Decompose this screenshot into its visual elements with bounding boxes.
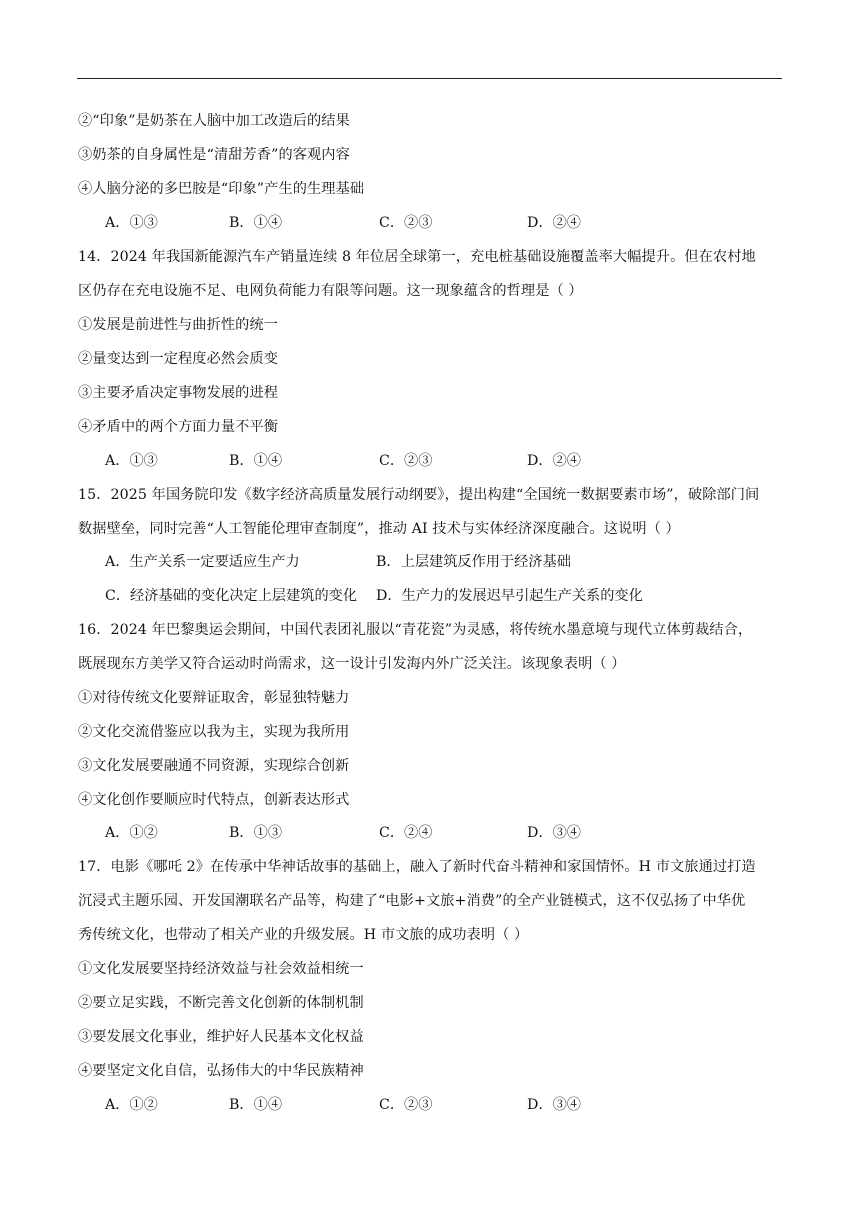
q17-statement-4: ④要坚定文化自信，弘扬伟大的中华民族精神 — [78, 1063, 364, 1079]
q13-option-d[interactable] — [527, 213, 581, 233]
q13-statement-3: ③奶茶的自身属性是“清甜芳香”的客观内容 — [78, 147, 350, 163]
q15-option-c[interactable] — [105, 586, 357, 606]
q15-option-a[interactable] — [105, 552, 300, 572]
q14-stem-line-2: 区仍存在充电设施不足、电网负荷能力有限等问题。这一现象蕴含的哲理是（ ） — [78, 283, 583, 299]
q15-options-row-1 — [105, 552, 785, 572]
option-text: ②④ — [404, 825, 433, 841]
q15-option-b[interactable] — [376, 552, 571, 572]
option-label: C． — [379, 453, 405, 469]
q17-statement-3: ③要发展文化事业，维护好人民基本文化权益 — [78, 1029, 364, 1045]
q16-statement-4: ④文化创作要顺应时代特点，创新表达形式 — [78, 792, 350, 808]
option-label: D． — [527, 1097, 553, 1113]
q17-statement-1: ①文化发展要坚持经济效益与社会效益相统一 — [78, 961, 364, 977]
q14-statement-3: ③主要矛盾决定事物发展的进程 — [78, 385, 279, 401]
option-label: D． — [376, 588, 402, 604]
q13-statement-4: ④人脑分泌的多巴胺是“印象”产生的生理基础 — [78, 181, 365, 197]
q13-option-a[interactable] — [105, 213, 158, 233]
q16-option-b[interactable] — [229, 823, 282, 843]
q17-option-d[interactable] — [527, 1095, 581, 1115]
q14-stem-line-1: 14．2024 年我国新能源汽车产销量连续 8 年位居全球第一，充电桩基础设施覆盖率大幅提升。但在农村地 — [78, 249, 756, 265]
option-text: ①② — [129, 825, 158, 841]
q14-option-c[interactable] — [379, 451, 432, 471]
option-text: ①③ — [129, 453, 158, 469]
option-label: C． — [379, 825, 405, 841]
header-rule — [77, 78, 782, 79]
q13-statement-2: ②“印象”是奶茶在人脑中加工改造后的结果 — [78, 113, 350, 129]
q13-option-b[interactable] — [229, 213, 282, 233]
q14-statement-2: ②量变达到一定程度必然会质变 — [78, 351, 279, 367]
option-text: ①④ — [253, 1097, 283, 1113]
option-text: 上层建筑反作用于经济基础 — [400, 554, 571, 570]
option-text: 生产关系一定要适应生产力 — [129, 554, 300, 570]
option-text: ③④ — [552, 1097, 581, 1113]
option-text: ②④ — [552, 453, 581, 469]
q17-stem-line-2: 沉浸式主题乐园、开发国潮联名产品等，构建了“电影+文旅+消费”的全产业链模式，这不仅弘扬了中华优 — [78, 893, 746, 909]
q16-option-c[interactable] — [379, 823, 432, 843]
option-text: ③④ — [552, 825, 581, 841]
option-label: D． — [527, 215, 553, 231]
q16-stem-line-1: 16．2024 年巴黎奥运会期间，中国代表团礼服以“青花瓷”为灵感，将传统水墨意境与现代立体剪裁结合， — [78, 622, 753, 638]
q15-stem-line-1: 15．2025 年国务院印发《数字经济高质量发展行动纲要》，提出构建“全国统一数据要素市场”，破除部门间 — [78, 487, 760, 503]
q16-options — [105, 823, 785, 843]
q14-statement-4: ④矛盾中的两个方面力量不平衡 — [78, 419, 279, 435]
q16-statement-2: ②文化交流借鉴应以我为主，实现为我所用 — [78, 724, 350, 740]
option-label: A． — [105, 554, 130, 570]
option-label: C． — [379, 1097, 405, 1113]
q16-option-d[interactable] — [527, 823, 581, 843]
q17-option-a[interactable] — [105, 1095, 158, 1115]
option-text: ①④ — [253, 215, 283, 231]
option-text: ①③ — [129, 215, 158, 231]
option-label: D． — [527, 825, 553, 841]
q14-option-b[interactable] — [229, 451, 282, 471]
q15-stem-line-2: 数据壁垒，同时完善“人工智能伦理审查制度”，推动 AI 技术与实体经济深度融合。这说明（ ） — [78, 521, 680, 537]
option-text: ②④ — [552, 215, 581, 231]
q16-stem-line-2: 既展现东方美学又符合运动时尚需求，这一设计引发海内外广泛关注。该现象表明（ ） — [78, 656, 626, 672]
option-text: 生产力的发展迟早引起生产关系的变化 — [401, 588, 643, 604]
q17-option-b[interactable] — [229, 1095, 282, 1115]
option-label: C． — [105, 588, 131, 604]
option-text: ①② — [129, 1097, 158, 1113]
q13-option-c[interactable] — [379, 213, 432, 233]
option-label: A． — [105, 453, 130, 469]
option-text: ①④ — [253, 453, 283, 469]
option-label: B． — [229, 215, 254, 231]
q15-option-d[interactable] — [376, 586, 643, 606]
q16-statement-1: ①对待传统文化要辩证取舍，彰显独特魅力 — [78, 690, 350, 706]
option-label: D． — [527, 453, 553, 469]
q16-option-a[interactable] — [105, 823, 158, 843]
option-text: ②③ — [404, 1097, 433, 1113]
q14-option-a[interactable] — [105, 451, 158, 471]
q16-statement-3: ③文化发展要融通不同资源，实现综合创新 — [78, 758, 350, 774]
q17-options — [105, 1095, 785, 1115]
option-label: B． — [229, 453, 254, 469]
option-text: ①③ — [253, 825, 283, 841]
option-label: A． — [105, 1097, 130, 1113]
option-text: ②③ — [404, 453, 433, 469]
option-label: B． — [229, 1097, 254, 1113]
q14-options — [105, 451, 785, 471]
option-label: A． — [105, 825, 130, 841]
q17-statement-2: ②要立足实践，不断完善文化创新的体制机制 — [78, 995, 364, 1011]
q14-option-d[interactable] — [527, 451, 581, 471]
q17-stem-line-3: 秀传统文化，也带动了相关产业的升级发展。H 市文旅的成功表明（ ） — [78, 927, 529, 943]
option-label: C． — [379, 215, 405, 231]
q14-statement-1: ①发展是前进性与曲折性的统一 — [78, 317, 279, 333]
option-label: B． — [229, 825, 254, 841]
q17-option-c[interactable] — [379, 1095, 432, 1115]
option-label: A． — [105, 215, 130, 231]
option-label: B． — [376, 554, 401, 570]
option-text: ②③ — [404, 215, 433, 231]
option-text: 经济基础的变化决定上层建筑的变化 — [130, 588, 358, 604]
q15-options-row-2 — [105, 586, 785, 606]
q13-options — [105, 213, 785, 233]
q17-stem-line-1: 17．电影《哪吒 2》在传承中华神话故事的基础上，融入了新时代奋斗精神和家国情怀。H 市文旅通过打造 — [78, 859, 756, 875]
